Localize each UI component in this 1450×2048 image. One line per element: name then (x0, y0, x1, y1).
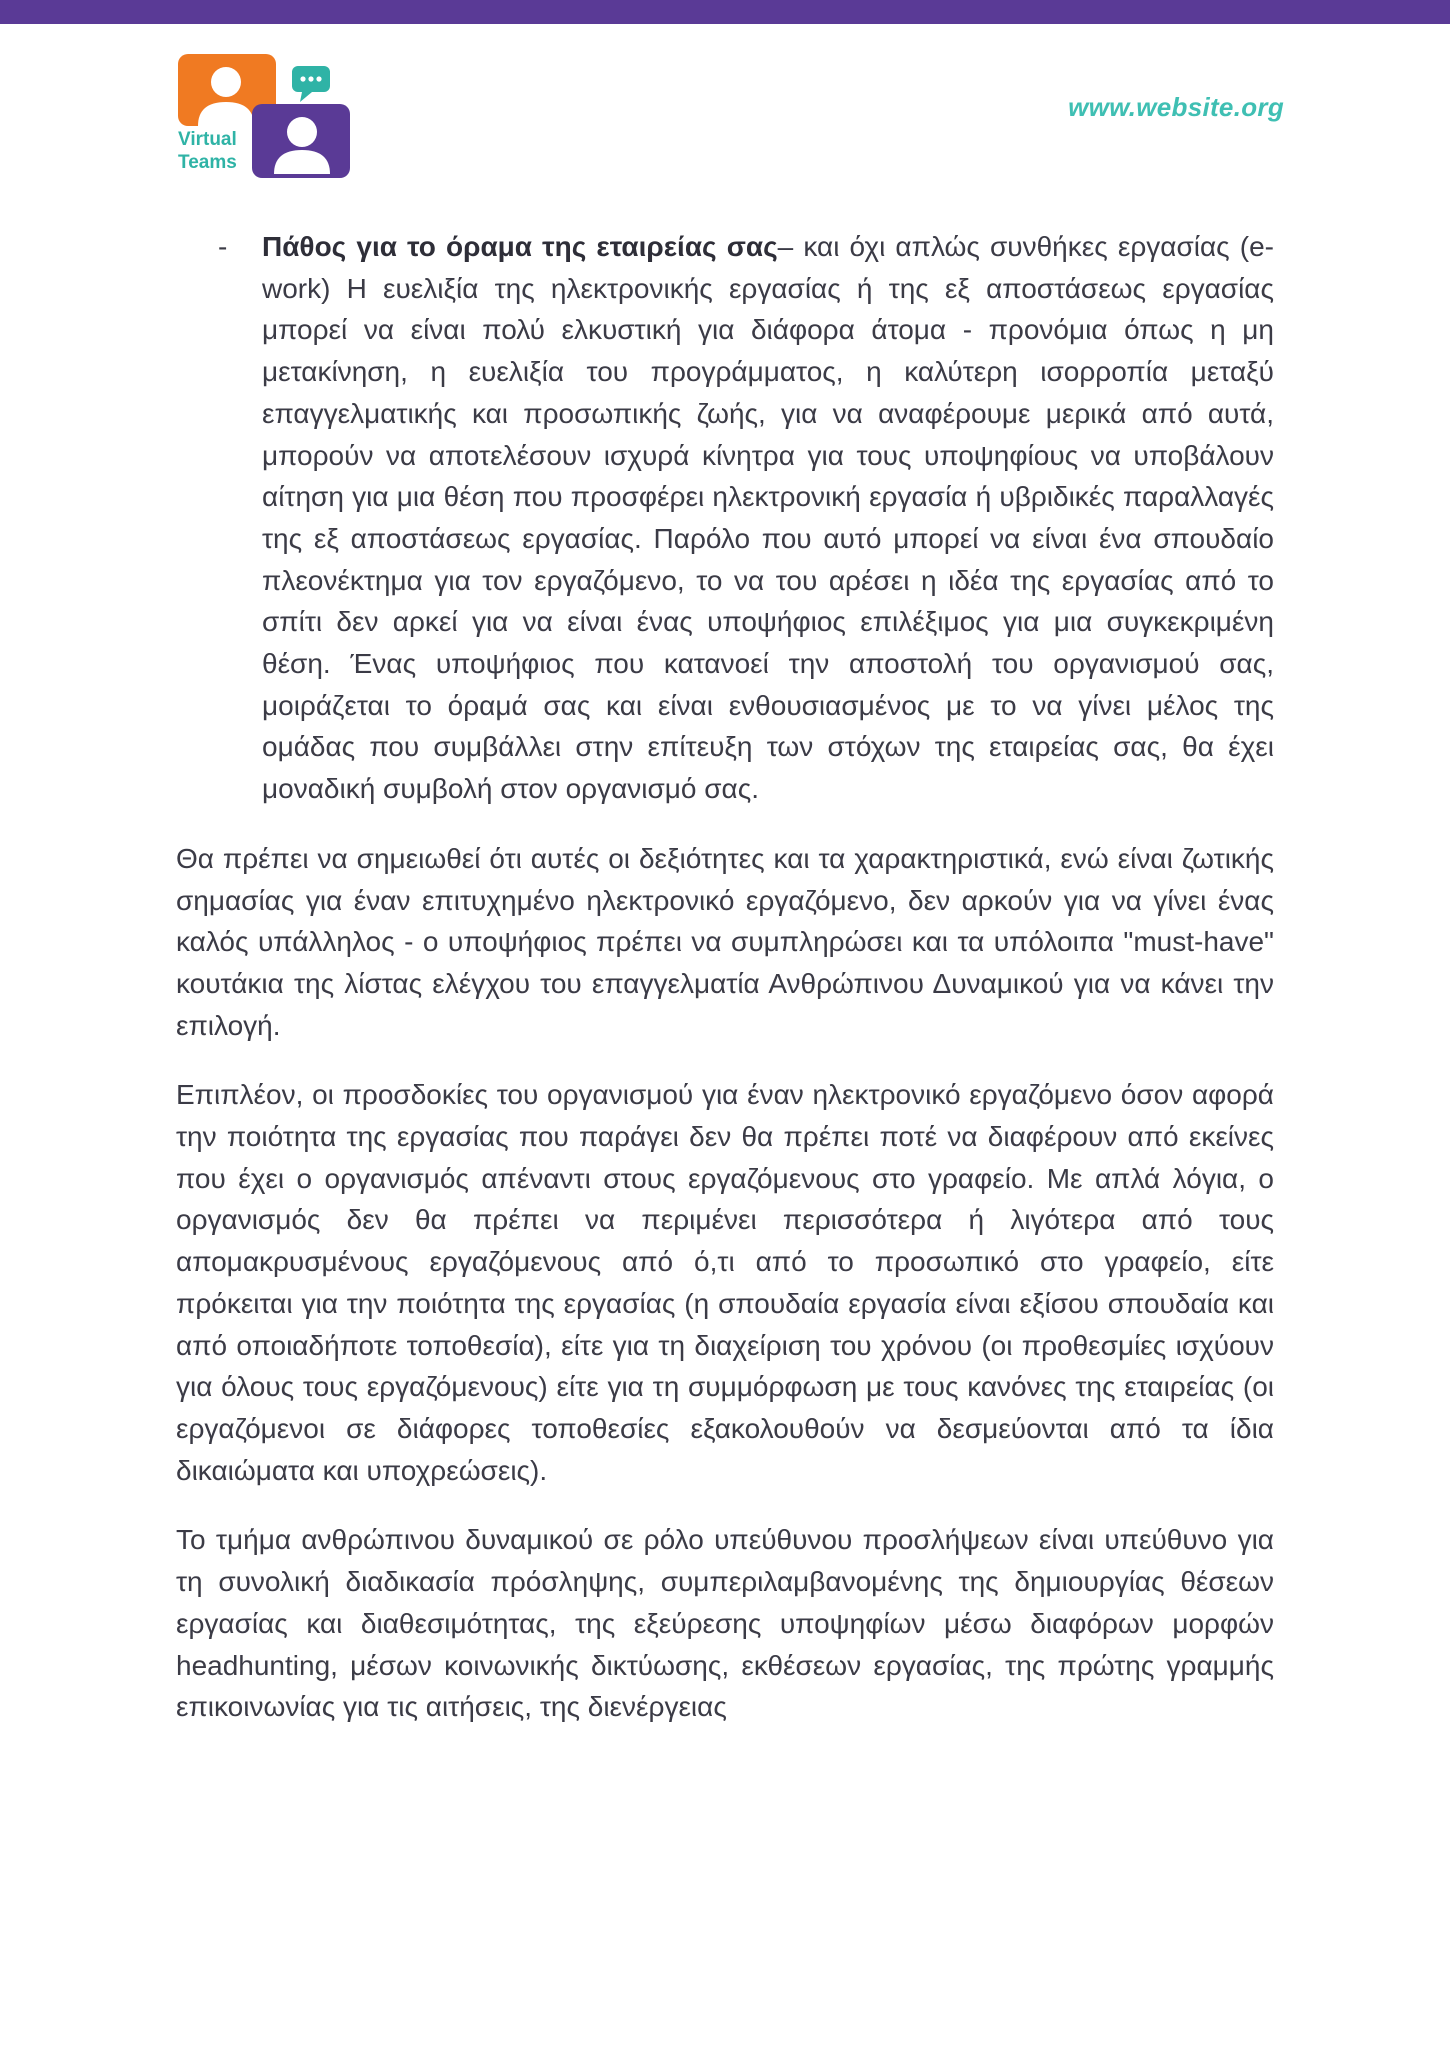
paragraph-1: Θα πρέπει να σημειωθεί ότι αυτές οι δεξιότητες και τα χαρακτηριστικά, ενώ είναι ζωτικής σημασίας για έναν επιτυχημένο ηλεκτρονικό εργαζόμενο, δεν αρκούν για να γίνει ένας καλός υπάλληλος - ο υποψήφιος πρέπει να συμπληρώσει και τα υπόλοιπα "must-have" κουτάκια της λίστας ελέγχου του επαγγελματία Ανθρώπινου Δυναμικού για να κάνει την επιλογή. (176, 842, 1274, 1041)
document-body (176, 226, 1274, 1756)
logo-text (178, 128, 237, 174)
paragraph-3: Το τμήμα ανθρώπινου δυναμικού σε ρόλο υπεύθυνου προσλήψεων είναι υπεύθυνο για τη συνολική διαδικασία πρόσληψης, συμπεριλαμβανομένης της δημιουργίας θέσεων εργασίας και διαθεσιμότητας, της εξεύρεσης υποψηφίων μέσω διαφόρων μορφών headhunting, μέσων κοινωνικής δικτύωσης, εκθέσεων εργασίας, της πρώτης γραμμής επικοινωνίας για τις αιτήσεις, της διενέργειας (176, 1524, 1274, 1723)
top-accent-bar (0, 0, 1450, 24)
logo-text-line1: Virtual (178, 129, 237, 150)
virtual-teams-logo (176, 52, 354, 182)
website-url: www.website.org (1068, 92, 1284, 122)
logo-text-line2: Teams (178, 152, 237, 173)
bullet-text: – και όχι απλώς συνθήκες εργασίας (e-work) Η ευελιξία της ηλεκτρονικής εργασίας ή της εξ αποστάσεως εργασίας μπορεί να είναι πολύ ελκυστική για διάφορα άτομα - προνόμια όπως η μη μετακίνηση, η ευελιξία του προγράμματος, η καλύτερη ισορροπία μεταξύ επαγγελματικής και προσωπικής ζωής, για να αναφέρουμε μερικά από αυτά, μπορούν να αποτελέσουν ισχυρά κίνητρα για τους υποψηφίους να υποβάλουν αίτηση για μια θέση που προσφέρει ηλεκτρονική εργασία ή υβριδικές παραλλαγές της εξ αποστάσεως εργασίας. Παρόλο που αυτό μπορεί να είναι ένα σπουδαίο πλεονέκτημα για τον εργαζόμενο, το να του αρέσει η ιδέα της εργασίας από το σπίτι δεν αρκεί για να είναι ένας υποψήφιος επιλέξιμος για μια συγκεκριμένη θέση. Ένας υποψήφιος που κατανοεί την αποστολή του οργανισμού σας, μοιράζεται το όραμά σας και είναι ενθουσιασμένος με το να γίνει μέλος της ομάδας που συμβάλλει στην επίτευξη των στόχων της εταιρείας σας, θα έχει μοναδική συμβολή στον οργανισμό σας. (262, 231, 1274, 805)
logo-chat-dot (300, 76, 305, 81)
logo-chat-dot (316, 76, 321, 81)
bullet-heading: Πάθος για το όραμα της εταιρείας σας (262, 231, 778, 262)
paragraph-2: Επιπλέον, οι προσδοκίες του οργανισμού για έναν ηλεκτρονικό εργαζόμενο όσον αφορά την ποιότητα της εργασίας που παράγει δεν θα πρέπει ποτέ να διαφέρουν από εκείνες που έχει ο οργανισμός απέναντι στους εργαζόμενους στο γραφείο. Με απλά λόγια, ο οργανισμός δεν θα πρέπει να περιμένει περισσότερα ή λιγότερα από τους απομακρυσμένους εργαζόμενους από ό,τι από το προσωπικό στο γραφείο, είτε πρόκειται για την ποιότητα της εργασίας (η σπουδαία εργασία είναι εξίσου σπουδαία και από οποιαδήποτε τοποθεσία), είτε για τη διαχείριση του χρόνου (οι προθεσμίες ισχύουν για όλους τους εργαζόμενους) είτε για τη συμμόρφωση με τους κανόνες της εταιρείας (οι εργαζόμενοι σε διάφορες τοποθεσίες εξακολουθούν να δεσμεύονται από τα ίδια δικαιώματα και υποχρεώσεις). (176, 1079, 1274, 1486)
bullet-marker: - (218, 231, 228, 262)
logo-chat-bubble-tail (300, 92, 312, 102)
logo-chat-dot (308, 76, 313, 81)
logo-purple-person-head (287, 117, 317, 147)
logo-orange-person-head (211, 67, 241, 97)
bullet-item (176, 226, 1274, 810)
